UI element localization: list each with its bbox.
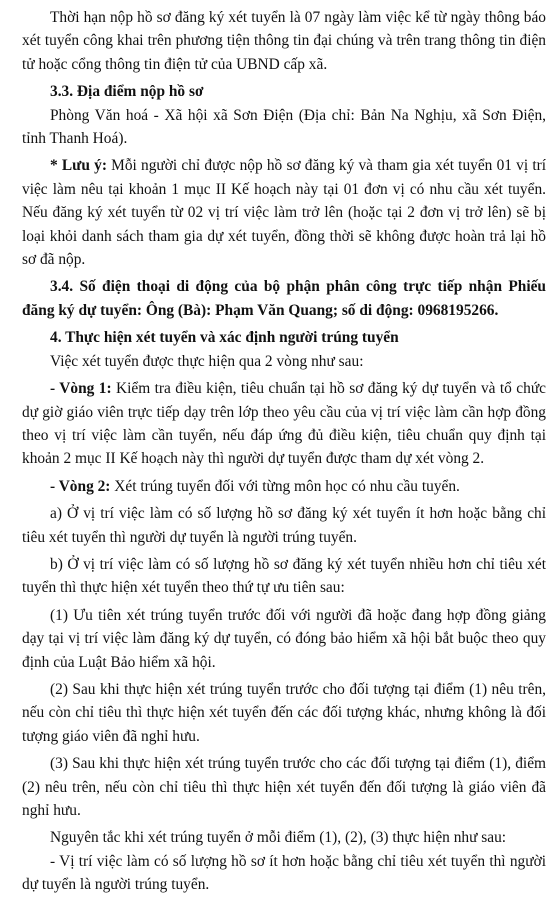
round-1-text: Kiểm tra điều kiện, tiêu chuẩn tại hồ sơ đăng ký dự tuyển và tổ chức dự giờ giáo viên trực tiếp dạy trên lớp theo yêu cầu của vị trí việc làm cần hợp đồng theo vị trí việc làm cần tuyển, nếu đáp ứng đủ điều kiện, tiêu chuẩn quy định tại khoản 2 mục II Kế hoạch này thì người dự tuyển được tham dự xét vòng 2. [22,380,546,468]
round-2-label: - Vòng 2: [50,477,111,495]
round-1-label: - Vòng 1: [50,380,112,398]
round-1-paragraph [22,377,546,471]
round-2-paragraph [22,475,546,498]
rounds-intro: Việc xét tuyển được thực hiện qua 2 vòng như sau: [50,352,364,370]
round-2-text: Xét trúng tuyển đối với từng môn học có nhu cầu tuyển. [110,477,460,495]
note-text: Mỗi người chỉ được nộp hồ sơ đăng ký và tham gia xét tuyển 01 vị trí việc làm nêu tại khoản 1 mục II Kế hoạch này tại 01 đơn vị có nhu cầu xét tuyển. Nếu đăng ký xét tuyển từ 02 vị trí việc làm trở lên (hoặc tại 2 đơn vị trở lên) sẽ bị loại khỏi danh sách tham gia dự xét tuyển, đồng thời sẽ không được hoàn trả lại hồ sơ đã nộp. [22,157,546,269]
priority-1-paragraph: (1) Ưu tiên xét trúng tuyển trước đối với người đã hoặc đang hợp đồng giảng dạy tại vị trí việc làm đăng ký dự tuyển, có đóng bảo hiểm xã hội bắt buộc theo quy định của Luật Bảo hiểm xã hội. [22,606,546,671]
note-label: * Lưu ý: [50,157,107,175]
priority-3-paragraph: (3) Sau khi thực hiện xét trúng tuyển trước cho các đối tượng tại điểm (1), điểm (2) nêu trên, nếu còn chỉ tiêu thì thực hiện xét tuyển đến đối tượng là giáo viên đã nghỉ hưu. [22,755,546,819]
section-3-4-heading: 3.4. Số điện thoại di động của bộ phận phân công trực tiếp nhận Phiếu đăng ký dự tuyển: Ông (Bà): Phạm Văn Quang; số di động: 0968195266. [22,278,546,319]
item-a-paragraph: a) Ở vị trí việc làm có số lượng hồ sơ đăng ký xét tuyển ít hơn hoặc bằng chỉ tiêu xét tuyển thì người dự tuyển là người trúng tuyển. [22,505,546,546]
rule-item-paragraph: - Vị trí việc làm có số lượng hồ sơ ít hơn hoặc bằng chỉ tiêu xét tuyển thì người dự tuyển là người trúng tuyển. [22,852,546,894]
deadline-paragraph: Thời hạn nộp hồ sơ đăng ký xét tuyển là 07 ngày làm việc kể từ ngày thông báo xét tuyển công khai trên phương tiện thông tin đại chúng và trên trang thông tin điện tử hoặc cổng thông tin điện tử của UBND cấp xã. [22,9,546,73]
priority-2-paragraph: (2) Sau khi thực hiện xét trúng tuyển trước cho đối tượng tại điểm (1) nêu trên, nếu còn chỉ tiêu thì thực hiện xét tuyển đến các đối tượng khác, nhưng không là đối tượng giáo viên đã nghỉ hưu. [22,680,546,745]
section-4-heading: 4. Thực hiện xét tuyển và xác định người trúng tuyển [50,329,399,347]
section-3-3-heading: 3.3. Địa điểm nộp hồ sơ [50,83,204,101]
rule-paragraph: Nguyên tắc khi xét trúng tuyển ở mỗi điểm (1), (2), (3) thực hiện như sau: [50,829,507,847]
note-paragraph [22,154,546,271]
location-paragraph: Phòng Văn hoá - Xã hội xã Sơn Điện (Địa chỉ: Bản Na Nghịu, xã Sơn Điện, tỉnh Thanh Hoá). [22,106,546,148]
item-b-paragraph: b) Ở vị trí việc làm có số lượng hồ sơ đăng ký xét tuyển nhiều hơn chỉ tiêu xét tuyển thì thực hiện xét tuyển theo thứ tự ưu tiên sau: [22,555,546,597]
